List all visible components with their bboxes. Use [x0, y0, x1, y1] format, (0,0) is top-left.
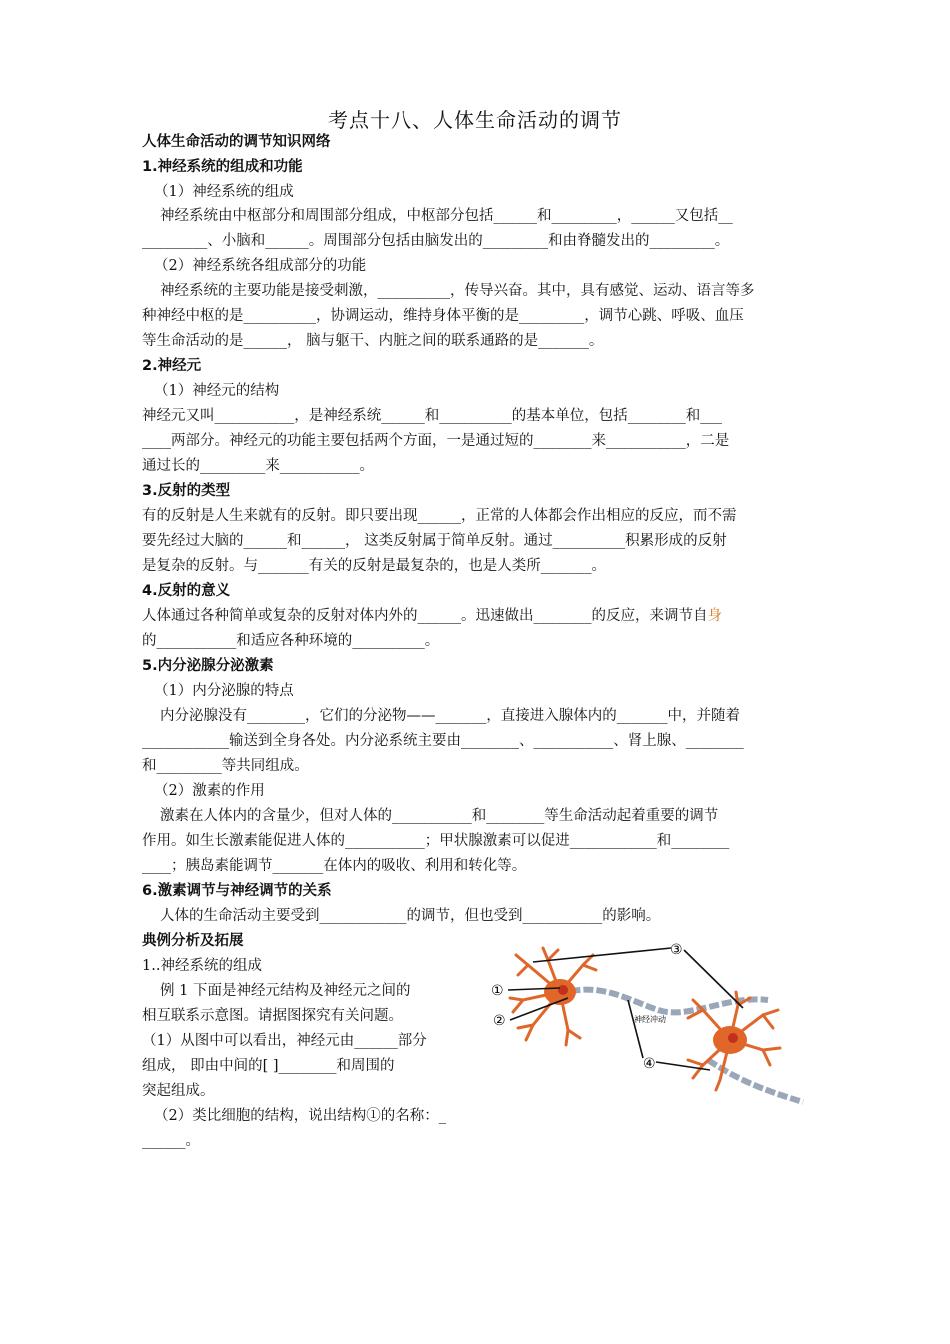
line-text: 神经系统的主要功能是接受刺激，__________，传导兴奋。其中，具有感觉、运动、语言等多	[160, 283, 755, 299]
neuron-1	[510, 948, 596, 1045]
text-line	[142, 404, 814, 429]
line-text: 相互联系示意图。请据图探究有关问题。	[142, 1008, 403, 1024]
text-line	[142, 379, 826, 404]
line-text: （2）神经系统各组成部分的功能	[154, 258, 367, 274]
neuron-diagram	[488, 940, 814, 1112]
label-2: ②	[493, 1013, 506, 1029]
line-text: 等生命活动的是______， 脑与躯干、内脏之间的联系通路的是_______。	[142, 333, 604, 349]
text-line	[142, 329, 814, 354]
line-text: 通过长的_________来___________。	[142, 458, 374, 474]
line-text: ____；胰岛素能调节_______在体内的吸收、利用和转化等。	[142, 858, 527, 874]
line-text: 神经系统由中枢部分和周围部分组成，中枢部分包括______和_________，______又包括__	[160, 208, 733, 224]
line-text: 5.内分泌腺分泌激素	[142, 658, 274, 674]
label-4: ④	[643, 1056, 656, 1072]
section-heading	[142, 579, 814, 604]
label-3: ③	[670, 942, 683, 958]
highlight-text: 身	[707, 608, 722, 624]
text-line	[142, 304, 814, 329]
text-line	[142, 554, 814, 579]
line-text: 突起组成。	[142, 1083, 215, 1099]
text-line	[142, 829, 814, 854]
section-heading	[142, 479, 814, 504]
section-heading	[142, 354, 814, 379]
text-line	[142, 279, 832, 304]
line-text: 要先经过大脑的______和______， 这类反射属于简单反射。通过__________积累形成的反射	[142, 533, 727, 549]
line-text: 和_________等共同组成。	[142, 758, 309, 774]
line-text: （2）类比细胞的结构，说出结构①的名称：_	[154, 1108, 446, 1124]
line-text: 2.神经元	[142, 358, 202, 374]
line-text: 神经元又叫___________，是神经系统______和__________的基本单位，包括________和___	[142, 408, 722, 424]
line-text: 3.反射的类型	[142, 483, 231, 499]
text-line	[142, 1079, 472, 1104]
text-line	[142, 1004, 472, 1029]
text-line	[142, 1054, 472, 1079]
line-text: 内分泌腺没有________，它们的分泌物——_______，直接进入腺体内的_______中，并随着	[160, 708, 740, 724]
line-text: 有的反射是人生来就有的反射。即只要出现______，正常的人体都会作出相应的反应，而不需	[142, 508, 737, 524]
section-heading	[142, 879, 814, 904]
line-text: 激素在人体内的含量少，但对人体的___________和________等生命活动起着重要的调节	[160, 808, 719, 824]
line-text: 人体生命活动的调节知识网络	[142, 134, 331, 150]
line-text: 例 1 下面是神经元结构及神经元之间的	[160, 983, 411, 999]
line-text: （1）内分泌腺的特点	[154, 683, 294, 699]
text-line	[142, 954, 472, 979]
section-heading	[142, 130, 814, 155]
line-text: 4.反射的意义	[142, 583, 231, 599]
text-line	[142, 429, 814, 454]
line-text: （1）神经元的结构	[154, 383, 280, 399]
label-1: ①	[491, 983, 504, 999]
line-text: 1.神经系统的组成和功能	[142, 159, 303, 175]
text-line	[142, 629, 814, 654]
text-line	[142, 804, 832, 829]
line-text: ____________输送到全身各处。内分泌系统主要由________、___________、肾上腺、________	[142, 733, 744, 749]
text-line	[142, 454, 814, 479]
line-text: 种神经中枢的是__________，协调运动，维持身体平衡的是_________，调节心跳、呼吸、血压	[142, 308, 744, 324]
line-text: 1..神经系统的组成	[142, 958, 262, 974]
line-text: （2）激素的作用	[154, 783, 265, 799]
text-line	[142, 904, 832, 929]
line-text: 6.激素调节与神经调节的关系	[142, 883, 332, 899]
text-line	[142, 729, 814, 754]
text-line	[142, 679, 826, 704]
text-line	[142, 504, 814, 529]
line-text: ____两部分。神经元的功能主要包括两个方面，一是通过短的________来___________，二是	[142, 433, 730, 449]
text-line	[142, 704, 832, 729]
text-line	[142, 529, 814, 554]
text-line	[142, 1104, 484, 1129]
text-line	[142, 854, 814, 879]
line-text: 组成， 即由中间的[ ]________和周围的	[142, 1058, 395, 1074]
figure-caption: 神经冲动	[634, 1015, 666, 1024]
text-line	[142, 979, 490, 1004]
text-line	[142, 754, 814, 779]
text-line	[142, 1129, 472, 1154]
text-line	[142, 180, 826, 205]
line-text: 的___________和适应各种环境的__________。	[142, 633, 440, 649]
line-text: 人体的生命活动主要受到____________的调节，但也受到___________的影响。	[160, 908, 661, 924]
line-text: 典例分析及拓展	[142, 933, 244, 949]
text-line	[142, 1029, 472, 1054]
line-text: _________、小脑和______。周围部分包括由脑发出的_________和由脊髓发出的_________。	[142, 233, 730, 249]
section-heading	[142, 155, 814, 180]
line-text: 人体通过各种简单或复杂的反射对体内外的______。迅速做出________的反应，来调节自	[142, 608, 708, 624]
line-text: 是复杂的反射。与_______有关的反射是最复杂的，也是人类所_______。	[142, 558, 606, 574]
section-heading	[142, 654, 814, 679]
line-text: （1）从图中可以看出，神经元由______部分	[142, 1033, 427, 1049]
line-text: （1）神经系统的组成	[154, 184, 294, 200]
line-text: 作用。如生长激素能促进人体的___________；甲状腺激素可以促进____________和________	[142, 833, 730, 849]
text-line	[142, 779, 826, 804]
text-line	[142, 229, 814, 254]
text-line	[142, 604, 814, 629]
text-line	[142, 204, 832, 229]
text-line	[142, 254, 826, 279]
page-title: 考点十八、人体生命活动的调节	[328, 108, 622, 132]
line-text: ______。	[142, 1133, 200, 1149]
